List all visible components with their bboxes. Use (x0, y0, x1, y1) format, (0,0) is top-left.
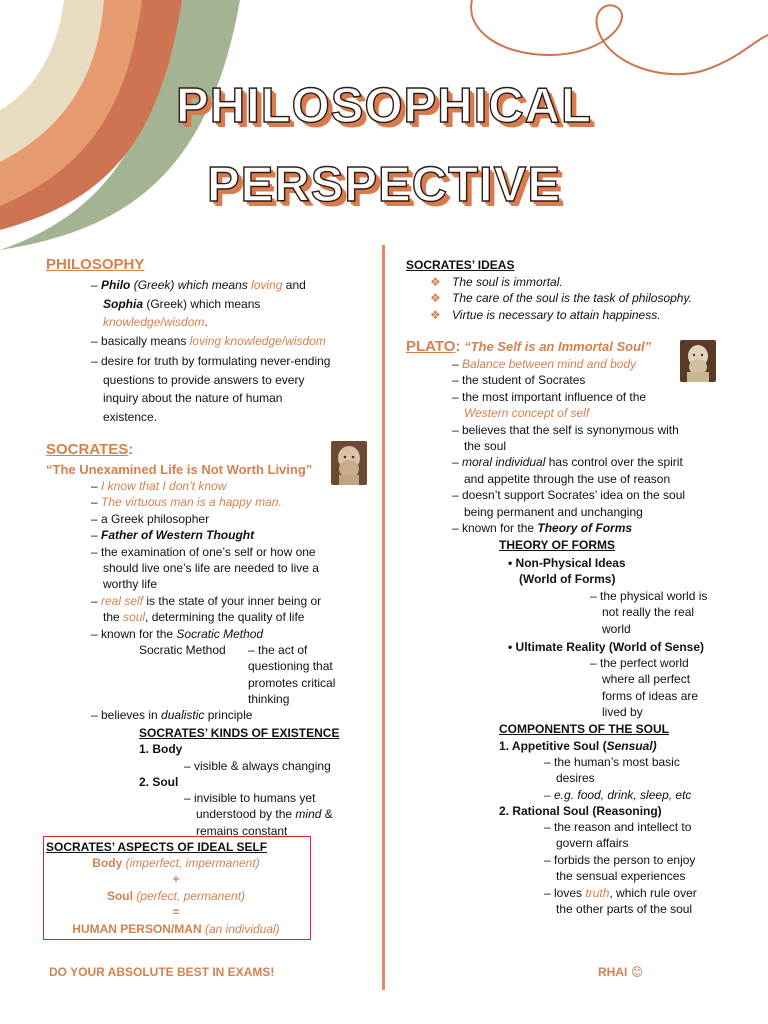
component-1-def (544, 754, 691, 803)
text-line: – the most important influence of the (452, 389, 647, 404)
text-line: the soul, determining the quality of life (103, 610, 305, 625)
text-line: – the student of Socrates (452, 373, 586, 388)
list-item: ❖ Virtue is necessary to attain happiness. (430, 307, 661, 322)
text-line: forms of ideas are (602, 688, 699, 703)
text-line: – a Greek philosopher (91, 511, 210, 526)
text-line: – forbids the person to enjoy (544, 852, 696, 867)
title-line-2: PERSPECTIVE (206, 158, 562, 212)
text-line: being permanent and unchanging (464, 504, 643, 519)
title-line-1: PHILOSOPHICAL (176, 79, 592, 133)
text-line: – e.g. food, drink, sleep, etc (544, 787, 692, 802)
column-divider (382, 245, 385, 990)
text-line: Body (imperfect, impermanent) (92, 856, 260, 870)
list-item: ❖ The soul is immortal. (430, 275, 563, 289)
forms-np: • Non-Physical Ideas (508, 556, 626, 570)
text-line: and appetite through the use of reason (464, 471, 671, 486)
text-line: the other parts of the soul (556, 902, 693, 917)
text-line: worthy life (103, 577, 158, 592)
forms-ur: • Ultimate Reality (World of Sense) (508, 640, 705, 654)
text-line: world (602, 621, 631, 636)
author-name: RHAI (598, 965, 628, 979)
kind-body-def: – visible & always changing (184, 759, 331, 773)
text-line: HUMAN PERSON/MAN (an individual) (72, 921, 280, 936)
kind-soul-def (184, 790, 333, 839)
philosophy-def-1c: knowledge/wisdom. (103, 315, 208, 329)
text-line: where all perfect (602, 672, 691, 687)
text-line: – The virtuous man is a happy man. (91, 495, 282, 510)
ideas-list (430, 274, 692, 323)
footer-left: DO YOUR ABSOLUTE BEST IN EXAMS! (49, 965, 275, 979)
list-item: ❖ The care of the soul is the task of philosophy. (430, 291, 692, 306)
text-line: Soul (perfect, permanent) (106, 888, 246, 903)
philosophy-def-1: – Philo (Greek) which means loving and (91, 278, 306, 292)
plato-list (452, 356, 685, 536)
text-line: existence. (103, 409, 158, 424)
socrates-portrait (331, 441, 367, 485)
kind-body: 1. Body (139, 742, 183, 756)
ideas-heading: SOCRATES’ IDEAS (406, 258, 515, 272)
socrates-quote: “The Unexamined Life is Not Worth Living” (46, 462, 313, 477)
text-line: inquiry about the nature of human (103, 391, 283, 406)
text-line: – the perfect world (590, 656, 689, 670)
decorative-curve (460, 0, 768, 90)
component-1: 1. Appetitive Soul (Sensual) (499, 739, 657, 753)
text-line: – believes that the self is synonymous with (452, 422, 679, 437)
text-line: – loves truth, which rule over (544, 885, 697, 900)
text-line: promotes critical (248, 675, 336, 690)
kinds-heading: SOCRATES’ KINDS OF EXISTENCE (139, 726, 340, 740)
philosophy-heading: PHILOSOPHY (46, 256, 145, 273)
kind-soul: 2. Soul (139, 775, 179, 789)
dualistic-line: – believes in dualistic principle (91, 708, 253, 722)
forms-ur-def (590, 655, 698, 721)
text-line: the sensual experiences (556, 869, 686, 884)
text-line: – real self is the state of your inner being or (91, 593, 322, 608)
text-line: – I know that I don’t know (91, 479, 227, 493)
text-line: – doesn’t support Socrates’ idea on the soul (452, 488, 686, 503)
text-line: – moral individual has control over the spirit (452, 455, 683, 470)
text-line: – Balance between mind and body (452, 357, 637, 371)
text-line: – invisible to humans yet (184, 791, 316, 805)
text-line: – Father of Western Thought (91, 528, 255, 543)
text-line: questioning that (248, 659, 333, 674)
text-line: – known for the Theory of Forms (452, 521, 633, 536)
text-line: the soul (464, 439, 507, 454)
socratic-method-label: Socratic Method (139, 643, 226, 657)
text-line: lived by (602, 705, 643, 720)
text-line: understood by the mind & (196, 807, 333, 822)
smile-icon: 😊 (630, 965, 644, 979)
aspects-content (43, 855, 309, 937)
components-heading: COMPONENTS OF THE SOUL (499, 722, 670, 736)
text-line: – the human’s most basic (544, 755, 680, 769)
text-line: remains constant (196, 823, 288, 838)
philosophy-def-3 (91, 352, 330, 426)
socrates-list (91, 478, 321, 642)
text-line: – the physical world is (590, 589, 708, 603)
text-line: govern affairs (556, 836, 629, 851)
socrates-heading: SOCRATES: (46, 441, 134, 458)
forms-heading: THEORY OF FORMS (499, 538, 616, 552)
text-line: Western concept of self (464, 406, 590, 421)
aspects-heading: SOCRATES’ ASPECTS OF IDEAL SELF (46, 840, 268, 854)
text-line: = (172, 905, 180, 920)
text-line: should live one’s life are needed to live a (103, 561, 319, 576)
text-line: – desire for truth by formulating never-ending (91, 354, 331, 368)
text-line: not really the real (602, 605, 695, 620)
forms-np2: (World of Forms) (519, 572, 616, 586)
philosophy-def-1b: Sophia (Greek) which means (103, 297, 261, 311)
text-line: – known for the Socratic Method (91, 626, 264, 641)
plato-portrait (680, 340, 716, 382)
text-line: + (172, 872, 180, 887)
text-line: – the act of (248, 643, 308, 657)
text-line: – the examination of one’s self or how one (91, 544, 316, 559)
text-line: desires (556, 771, 595, 786)
text-line: thinking (248, 692, 290, 707)
component-2-def (544, 819, 697, 917)
component-2: 2. Rational Soul (Reasoning) (499, 804, 662, 818)
socratic-method-def (248, 642, 335, 708)
text-line: – the reason and intellect to (544, 820, 692, 834)
plato-heading: PLATO: “The Self is an Immortal Soul” (406, 338, 652, 355)
footer-right (598, 964, 643, 980)
philosophy-def-2: – basically means loving knowledge/wisdom (91, 334, 326, 348)
forms-np-def (590, 588, 707, 637)
text-line: questions to provide answers to every (103, 372, 305, 387)
